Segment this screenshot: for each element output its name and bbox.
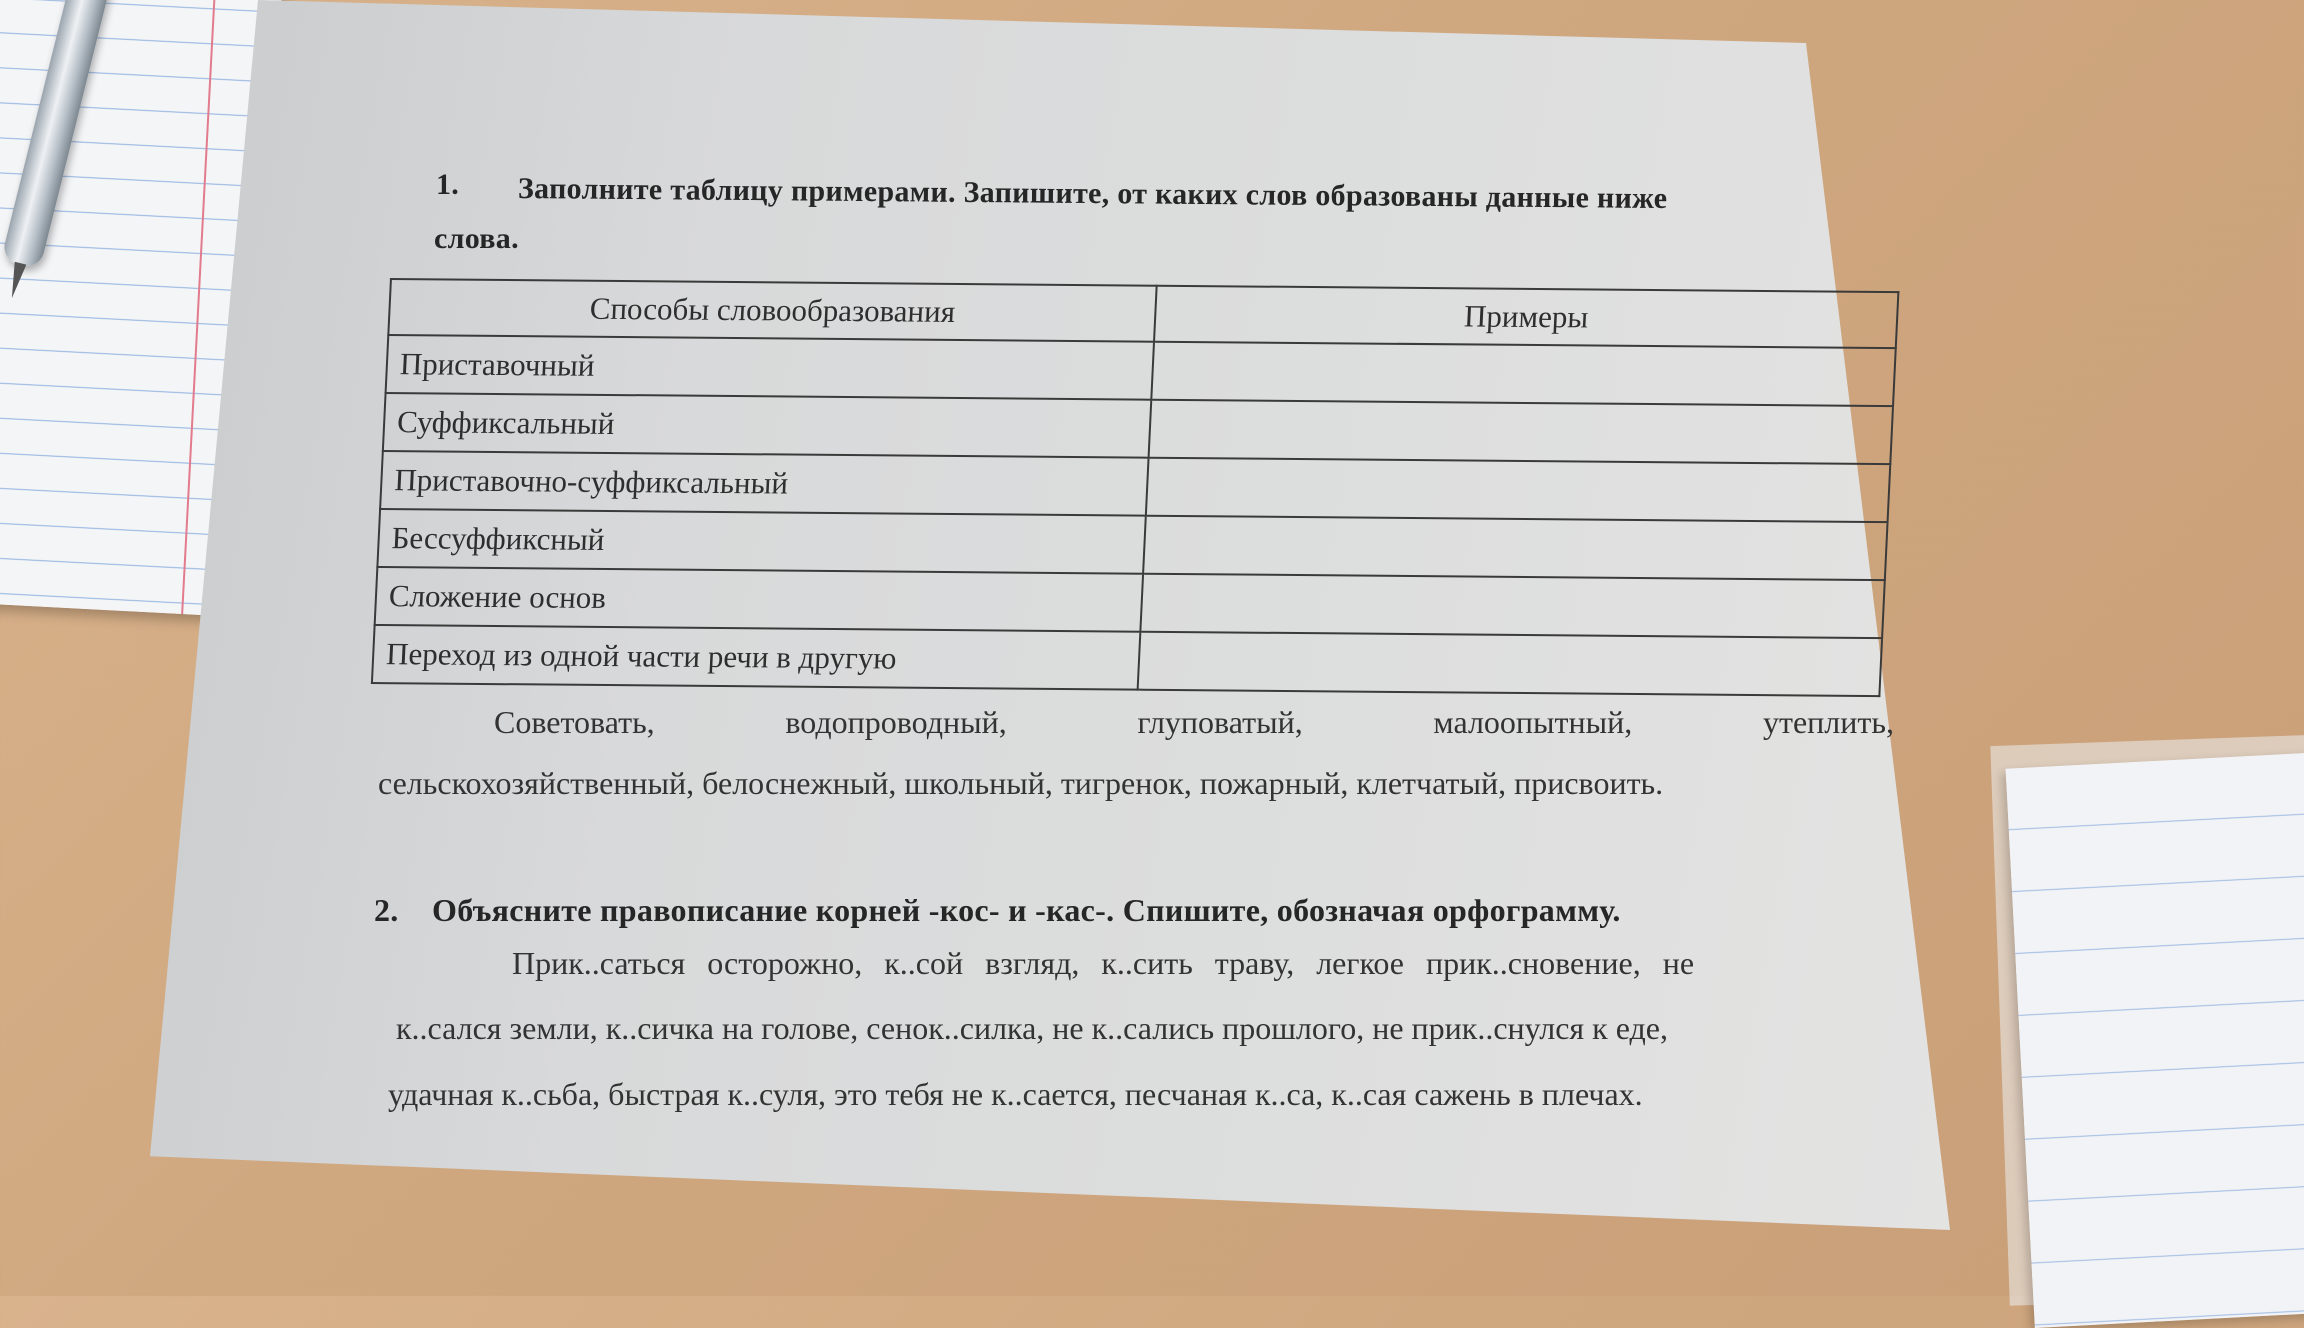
table-cell-method: Переход из одной части речи в другую bbox=[372, 625, 1140, 690]
table-cell-method: Бессуффиксный bbox=[377, 509, 1145, 574]
table-cell-example[interactable] bbox=[1146, 458, 1890, 522]
task2-title: Объясните правописание корней -кос- и -кас-. Спишите, обозначая орфограмму. bbox=[432, 892, 1621, 928]
table-cell-example[interactable] bbox=[1151, 342, 1895, 406]
words-line1 bbox=[494, 704, 1894, 741]
table-cell-method: Суффиксальный bbox=[383, 393, 1151, 458]
table-header-examples: Примеры bbox=[1154, 286, 1898, 348]
table-header-methods: Способы словообразования bbox=[388, 279, 1156, 342]
table-cell-example[interactable] bbox=[1138, 632, 1882, 696]
word: водопроводный, bbox=[785, 704, 1007, 740]
table-cell-method: Сложение основ bbox=[375, 567, 1143, 632]
word: глуповатый, bbox=[1137, 704, 1303, 740]
word: Советовать, bbox=[494, 704, 655, 740]
table-row bbox=[372, 625, 1882, 696]
task2-line1: Прик..саться осторожно, к..сой взгляд, к..сить траву, легкое прик..сновение, не bbox=[512, 945, 1695, 981]
table-cell-method: Приставочно-суффиксальный bbox=[380, 451, 1148, 516]
task1-title-line1: Заполните таблицу примерами. Запишите, от каких слов образованы данные ниже bbox=[517, 172, 1668, 216]
task2-line3: удачная к..сьба, быстрая к..суля, это тебя не к..сается, песчаная к..са, к..сая сажень в плечах. bbox=[388, 1076, 1643, 1112]
word: утеплить, bbox=[1762, 704, 1894, 740]
notebook-right bbox=[2006, 752, 2304, 1328]
word: малоопытный, bbox=[1433, 704, 1633, 740]
task1-title-line2: слова. bbox=[434, 222, 519, 255]
words-line2: сельскохозяйственный, белоснежный, школьный, тигренок, пожарный, клетчатый, присвоить. bbox=[378, 765, 1664, 801]
table-cell-method: Приставочный bbox=[386, 335, 1154, 400]
table-cell-example[interactable] bbox=[1149, 400, 1893, 464]
task2-line2: к..сался земли, к..сичка на голове, сенок..силка, не к..сались прошлого, не прик..снулся к еде, bbox=[396, 1010, 1668, 1046]
task1-number: 1. bbox=[436, 168, 460, 201]
task2-number: 2. bbox=[374, 892, 399, 928]
table-cell-example[interactable] bbox=[1140, 574, 1884, 638]
word-formation-table bbox=[371, 278, 1900, 697]
table-cell-example[interactable] bbox=[1143, 516, 1887, 580]
